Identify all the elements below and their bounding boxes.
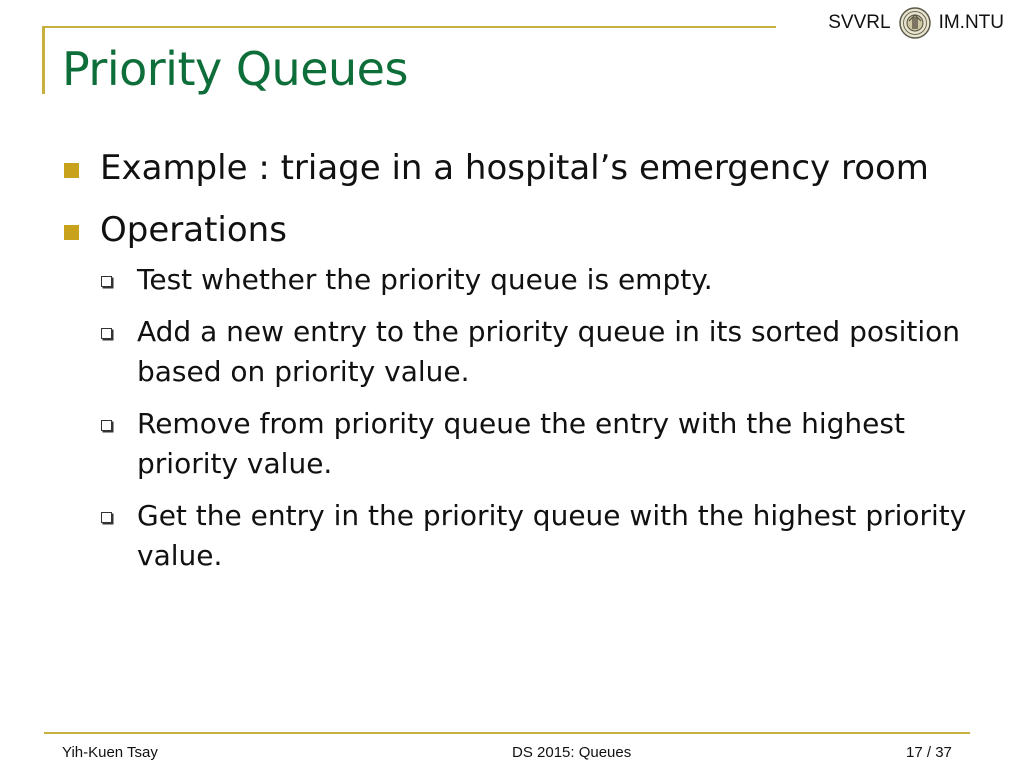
operation-item	[0, 404, 1024, 484]
hollow-square-bullet-icon	[101, 512, 112, 523]
header-rule	[44, 26, 776, 28]
total-pages: 37	[935, 744, 952, 761]
operation-item	[0, 260, 1024, 300]
bullet-text: Operations	[100, 210, 287, 250]
operation-text: Add a new entry to the priority queue in its sorted position based on priority value.	[137, 315, 960, 388]
institution-name: IM.NTU	[938, 12, 1004, 33]
footer-rule	[44, 732, 970, 734]
slide-title: Priority Queues	[62, 42, 408, 96]
lab-name: SVVRL	[828, 12, 891, 33]
operation-item	[0, 496, 1024, 576]
operation-text: Remove from priority queue the entry with the highest priority value.	[137, 407, 905, 480]
hollow-square-bullet-icon	[101, 276, 112, 287]
hollow-square-bullet-icon	[101, 328, 112, 339]
bullet-text: Example : triage in a hospital’s emergency room	[100, 148, 929, 188]
hollow-square-bullet-icon	[101, 420, 112, 431]
page-separator: /	[926, 744, 932, 761]
title-side-rule	[42, 26, 45, 94]
header-brand	[828, 6, 1004, 40]
square-bullet-icon	[64, 225, 79, 240]
square-bullet-icon	[64, 163, 79, 178]
operation-text: Get the entry in the priority queue with the highest priority value.	[137, 499, 967, 572]
current-page: 17	[906, 744, 923, 761]
operations-list	[0, 260, 1024, 576]
footer-page-number	[906, 744, 952, 761]
bullet-example	[0, 148, 1024, 188]
footer-author: Yih-Kuen Tsay	[62, 744, 158, 761]
bullet-operations	[0, 210, 1024, 250]
operation-text: Test whether the priority queue is empty.	[137, 263, 713, 296]
footer-course: DS 2015: Queues	[512, 744, 632, 761]
operation-item	[0, 312, 1024, 392]
university-seal-icon	[899, 7, 931, 39]
slide-content	[0, 148, 1024, 588]
